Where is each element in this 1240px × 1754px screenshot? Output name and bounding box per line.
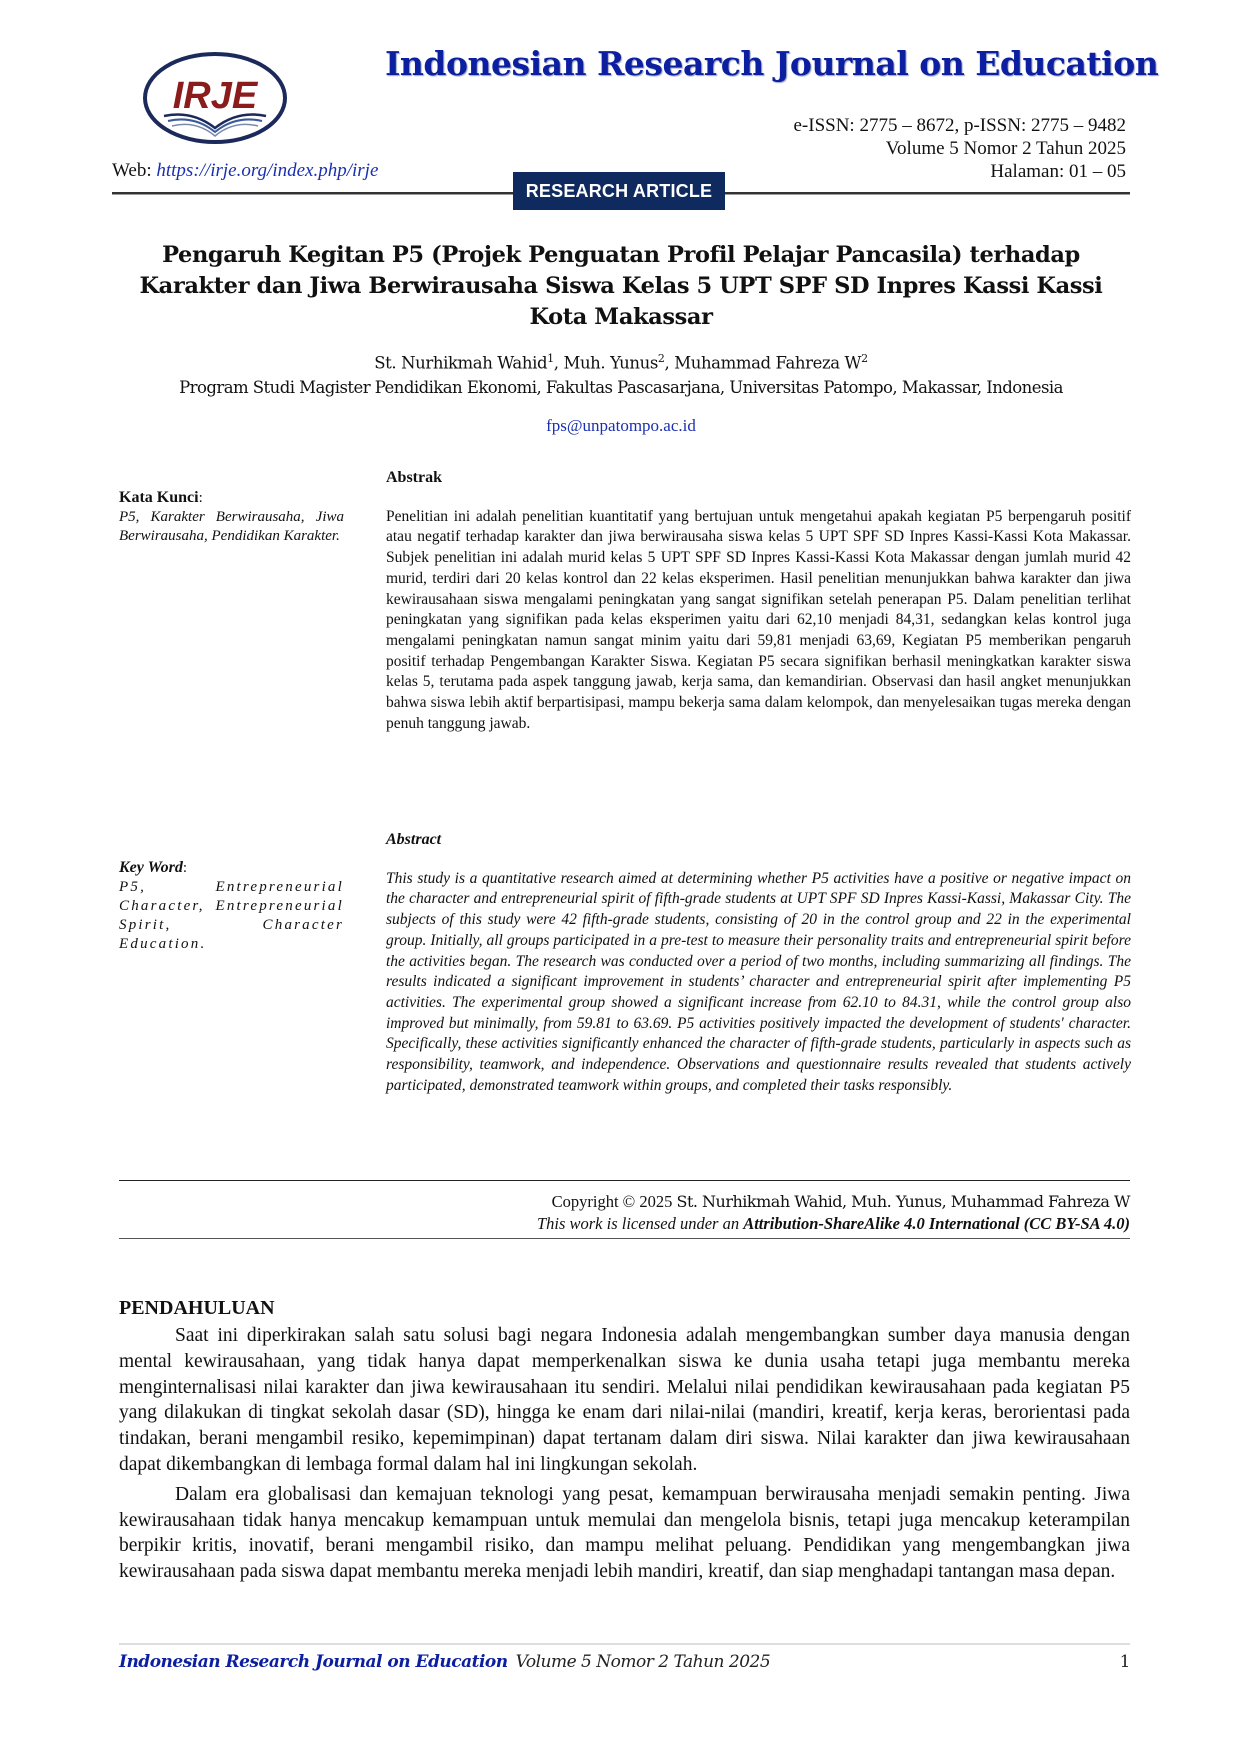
footer-journal-name: Indonesian Research Journal on Education: [119, 1652, 508, 1672]
footer-divider: [119, 1643, 1130, 1645]
copyright-names: St. Nurhikmah Wahid, Muh. Yunus, Muhammad Fahreza W: [676, 1192, 1130, 1211]
author-affil-mark: 1: [547, 352, 554, 365]
copyright-divider-top: [119, 1180, 1130, 1181]
abstract-id: [386, 468, 1131, 734]
corresponding-email-link[interactable]: fps@unpatompo.ac.id: [546, 416, 696, 435]
issn-block: [793, 114, 1126, 183]
keywords-en: Key Word: P5, Entrepreneurial Character, Entrepreneurial Spirit, Character Education.: [119, 859, 344, 952]
footer-volume: Volume 5 Nomor 2 Tahun 2025: [515, 1652, 771, 1672]
svg-text:IRJE: IRJE: [172, 75, 258, 117]
copyright-prefix: Copyright © 2025: [551, 1192, 677, 1211]
author-name: St. Nurhikmah Wahid: [374, 353, 548, 373]
web-label: Web:: [112, 160, 157, 181]
page-footer: [119, 1652, 1130, 1672]
paragraph: Dalam era globalisasi dan kemajuan teknologi yang pesat, kemampuan berwirausaha menjadi semakin penting. Jiwa kewirausahaan tidak hanya mencakup kemampuan untuk memulai dan mengelola bisnis, tetapi juga mencakup keterampilan berpikir kritis, inovatif, berani mengambil risiko, dan mampu melihat peluang. Pendidikan yang mengembangkan jiwa kewirausahaan pada siswa dapat membantu mereka menjadi lebih mandiri, kreatif, dan siap menghadapi tantangan masa depan.: [119, 1483, 1130, 1583]
journal-title: Indonesian Research Journal on Education: [385, 44, 1159, 83]
article-title: Pengaruh Kegitan P5 (Projek Penguatan Profil Pelajar Pancasila) terhadap Karakter dan Jiwa Berwirausaha Siswa Kelas 5 UPT SPF SD Inpres Kassi Kassi Kota Makassar: [139, 242, 1103, 330]
author-name: Muhammad Fahreza W: [674, 353, 862, 373]
author-affil-mark: 2: [657, 352, 665, 365]
abstract-en: [386, 830, 1131, 1096]
keywords-list: P5, Karakter Berwirausaha, Jiwa Berwirausaha, Pendidikan Karakter.: [119, 509, 344, 544]
keywords-title: Kata Kunci: [119, 489, 199, 506]
license-suffix: (CC BY-SA 4.0): [1019, 1214, 1130, 1233]
irje-logo: [142, 50, 288, 146]
page-number: 1: [1119, 1652, 1130, 1672]
keywords-id: Kata Kunci: P5, Karakter Berwirausaha, Jiwa Berwirausaha, Pendidikan Karakter.: [119, 489, 344, 544]
affiliation: Program Studi Magister Pendidikan Ekonomi, Fakultas Pascasarjana, Universitas Patompo, Makassar, Indonesia: [179, 378, 1063, 397]
research-article-badge: RESEARCH ARTICLE: [513, 172, 725, 210]
logo-icon: [142, 50, 288, 146]
license-prefix: This work is licensed under an: [536, 1214, 744, 1233]
abstract-body: Penelitian ini adalah penelitian kuantitatif yang bertujuan untuk mengetahui apakah kegiatan P5 berpengaruh positif atau negatif terhadap karakter dan jiwa berwirausaha siswa kelas 5 UPT SPF SD Inpres Kassi-Kassi Kota Makassar. Subjek penelitian ini adalah murid kelas 5 UPT SPF SD Inpres Kassi-Kassi Kota Makassar dengan jumlah murid 42 murid, terdiri dari 20 kelas kontrol dan 22 kelas eksperimen. Hasil penelitian menunjukkan bahwa karakter dan jiwa kewirausahaan siswa mengalami peningkatan yang sangat signifikan setelah penerapan P5. Dalam penelitian terlihat peningkatan yang signifikan pada kelas eksperimen yaitu dari 62,10 menjadi 84,31, sedangkan kelas kontrol juga mengalami peningkatan namun sangat minim yaitu dari 59,81 menjadi 63,69, Kegiatan P5 memberikan pengaruh positif terhadap Pengembangan Karakter Siswa. Kegiatan P5 secara signifikan berhasil meningkatkan karakter siswa kelas 5, terutama pada aspek tanggung jawab, kerja sama, dan kemandirian. Observasi dan hasil angket menunjukkan bahwa siswa lebih aktif berpartisipasi, mampu bekerja sama dalam kelompok, dan menyelesaikan tugas mereka dengan penuh tanggung jawab.: [386, 507, 1131, 732]
abstract-body: This study is a quantitative research aimed at determining whether P5 activities have a positive or negative impact on the character and entrepreneurial spirit of fifth-grade students at UPT SPF SD Inpres Kassi-Kassi, Makassar City. The subjects of this study were 42 fifth-grade students, consisting of 20 in the control group and 22 in the experimental group. Initially, all groups participated in a pre-test to measure their personality traits and entrepreneurial spirit before the activities began. The research was conducted over a period of two months, including summarizing all findings. The results indicated a significant improvement in students’ character and entrepreneurial spirit after implementing P5 activities. The experimental group showed a significant increase from 62.10 to 84.31, while the control group also improved but minimally, from 59.81 to 63.69. P5 activities positively impacted the development of students' character. Specifically, these activities significantly enhanced the character of fifth-grade students, particularly in aspects such as responsibility, teamwork, and independence. Observations and questionnaire results revealed that students actively participated, demonstrated teamwork within groups, and completed their tasks responsibly.: [386, 869, 1131, 1094]
journal-url-link[interactable]: https://irje.org/index.php/irje: [156, 160, 379, 181]
issn-text: e-ISSN: 2775 – 8672, p-ISSN: 2775 – 9482: [793, 115, 1126, 136]
paragraph: Saat ini diperkirakan salah satu solusi bagi negara Indonesia adalah mengembangkan sumber daya manusia dengan mental kewirausahaan, yang tidak hanya dapat memperkenalkan siswa ke dunia usaha tetapi juga membantu mereka menginternalisasi nilai karakter dan jiwa kewirausahaan itu sendiri. Melalui nilai pendidikan kewirausahaan pada kegiatan P5 yang dilakukan di tingkat sekolah dasar (SD), hingga ke enam dari nilai-nilai (mandiri, kreatif, kerja keras, berorientasi pada tindakan, berani mengambil resiko, kepemimpinan) dapat tertanam dalam diri siswa. Nilai karakter dan jiwa kewirausahaan dapat dikembangkan di lembaga formal dalam hal ini lingkungan sekolah.: [119, 1325, 1130, 1475]
author-name: Muh. Yunus: [563, 353, 658, 373]
abstract-title: Abstrak: [386, 469, 443, 486]
copyright-block: [537, 1191, 1130, 1235]
volume-text: Volume 5 Nomor 2 Tahun 2025: [885, 138, 1126, 159]
author-affil-mark: 2: [861, 352, 868, 365]
author-list: St. Nurhikmah Wahid$^1$, Muh. Yunus$^2$, Muhammad Fahreza $W^2$: [374, 352, 868, 373]
section-heading: PENDAHULUAN: [119, 1297, 275, 1319]
copyright-divider-bottom: [119, 1238, 1130, 1239]
web-line: [112, 160, 378, 182]
keywords-list: P5, Entrepreneurial Character, Entrepreneurial Spirit, Character Education.: [119, 879, 344, 952]
license-link[interactable]: Attribution-ShareAlike 4.0 International: [743, 1214, 1020, 1233]
pages-text: Halaman: 01 – 05: [990, 161, 1126, 182]
keywords-title: Key Word: [119, 859, 183, 876]
body-text: [119, 1323, 1130, 1585]
abstract-title: Abstract: [386, 831, 442, 848]
